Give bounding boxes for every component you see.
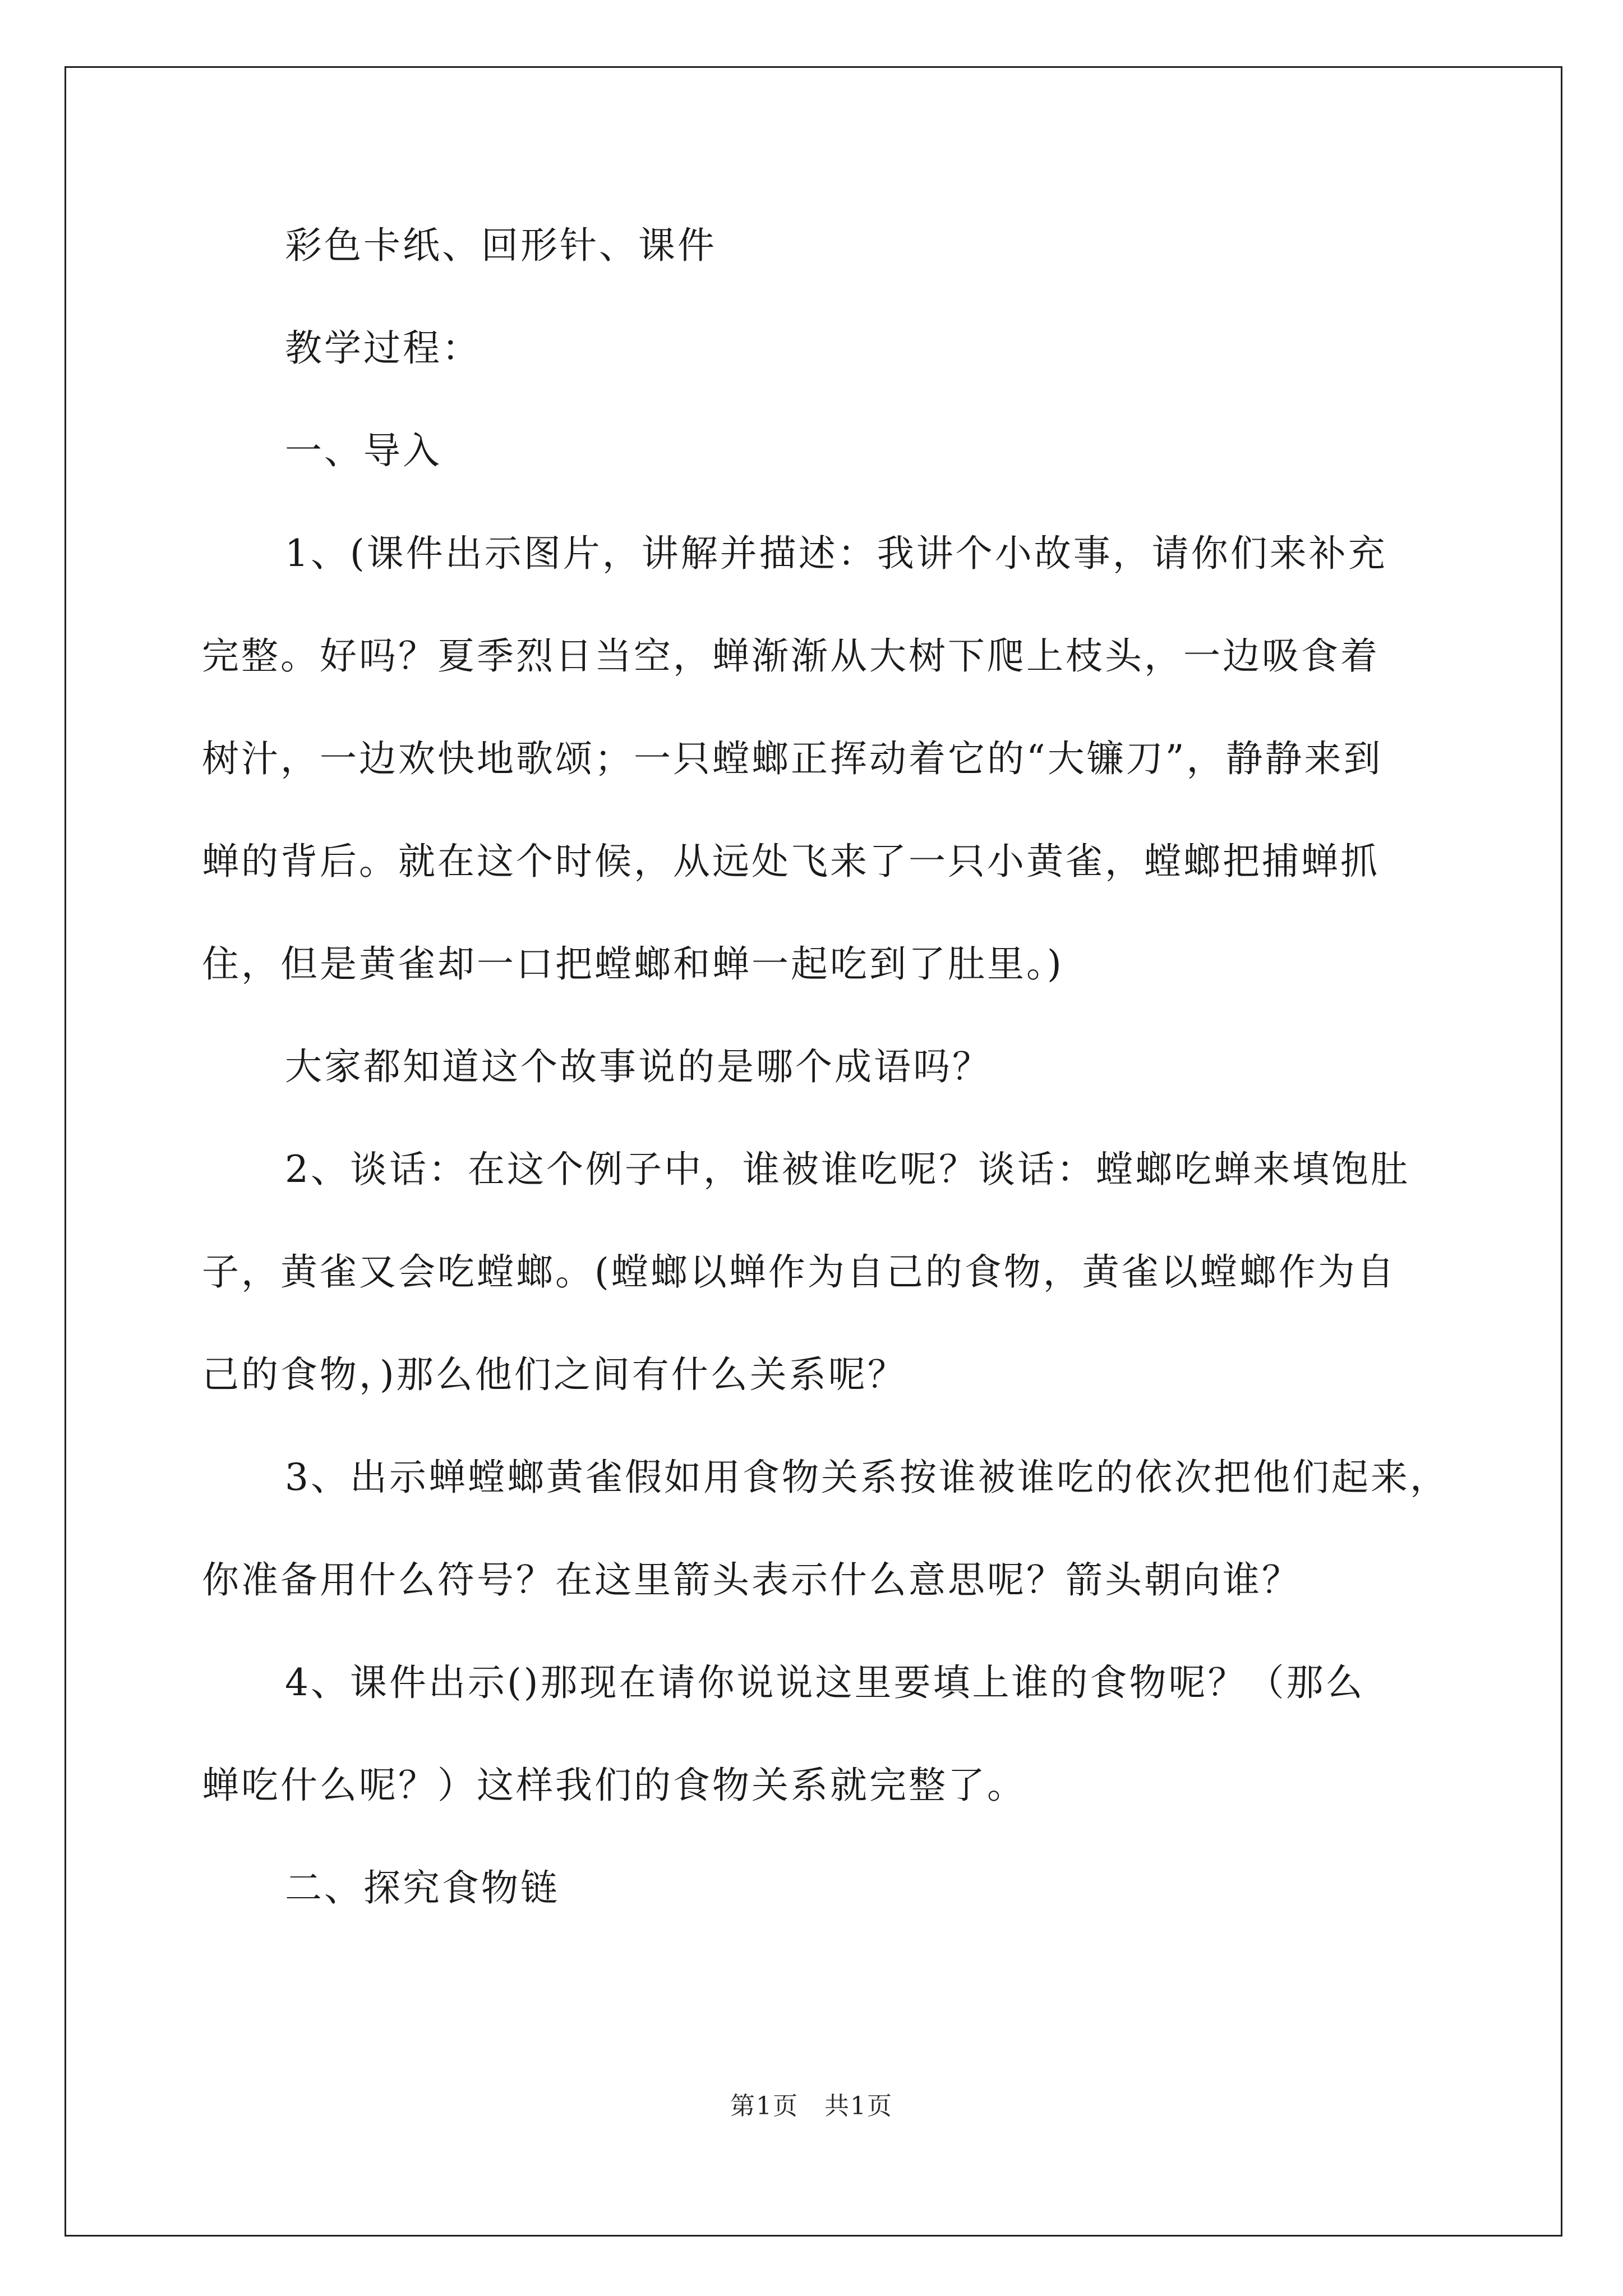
section-heading-food-chain — [202, 1863, 1436, 1913]
text-line: 子，黄雀又会吃螳螂。(螳螂以蝉作为自己的食物，黄雀以螳螂作为自 — [202, 1250, 1396, 1294]
section-heading-introduction — [202, 426, 1436, 476]
materials-paragraph — [202, 220, 1436, 271]
text-line: 大家都知道这个故事说的是哪个成语吗？ — [285, 1045, 992, 1088]
text-line: 3、出示蝉螳螂黄雀假如用食物关系按谁被谁吃的依次把他们起来， — [285, 1456, 1449, 1499]
document-body — [202, 220, 1449, 1913]
text-line: 己的食物，)那么他们之间有什么关系呢？ — [202, 1353, 907, 1396]
text-line: 蝉的背后。就在这个时候，从远处飞来了一只小黄雀，螳螂把捕蝉抓 — [202, 840, 1380, 883]
teaching-process-heading — [202, 323, 1436, 374]
text-line: 住，但是黄雀却一口把螳螂和蝉一起吃到了肚里。) — [202, 942, 1064, 986]
text-line: 2、谈话：在这个例子中，谁被谁吃呢？谈话：螳螂吃蝉来填饱肚 — [285, 1148, 1410, 1191]
courseware-paragraph — [202, 1658, 1436, 1811]
text-line: 二、探究食物链 — [285, 1866, 560, 1910]
text-line: 树汁，一边欢快地歌颂；一只螳螂正挥动着它的“大镰刀”，静静来到 — [202, 737, 1383, 780]
arrow-symbol-paragraph — [202, 1452, 1449, 1605]
story-paragraph — [202, 528, 1436, 990]
text-line: 1、(课件出示图片，讲解并描述：我讲个小故事，请你们来补充 — [285, 532, 1387, 575]
text-line: 4、课件出示()那现在请你说说这里要填上谁的食物呢？（那么 — [285, 1661, 1365, 1704]
text-line: 你准备用什么符号？在这里箭头表示什么意思呢？箭头朝向谁？ — [202, 1558, 1301, 1602]
page-number-footer: 第1页 共1页 — [730, 2092, 893, 2120]
text-line: 完整。好吗？夏季烈日当空，蝉渐渐从大树下爬上枝头，一边吸食着 — [202, 634, 1380, 678]
text-line: 一、导入 — [285, 429, 442, 472]
text-line: 教学过程： — [285, 326, 481, 370]
text-line: 彩色卡纸、回形针、课件 — [285, 224, 717, 267]
text-line: 蝉吃什么呢？）这样我们的食物关系就完整了。 — [202, 1764, 1026, 1807]
discussion-paragraph — [202, 1144, 1436, 1400]
idiom-question-paragraph — [202, 1042, 1436, 1092]
